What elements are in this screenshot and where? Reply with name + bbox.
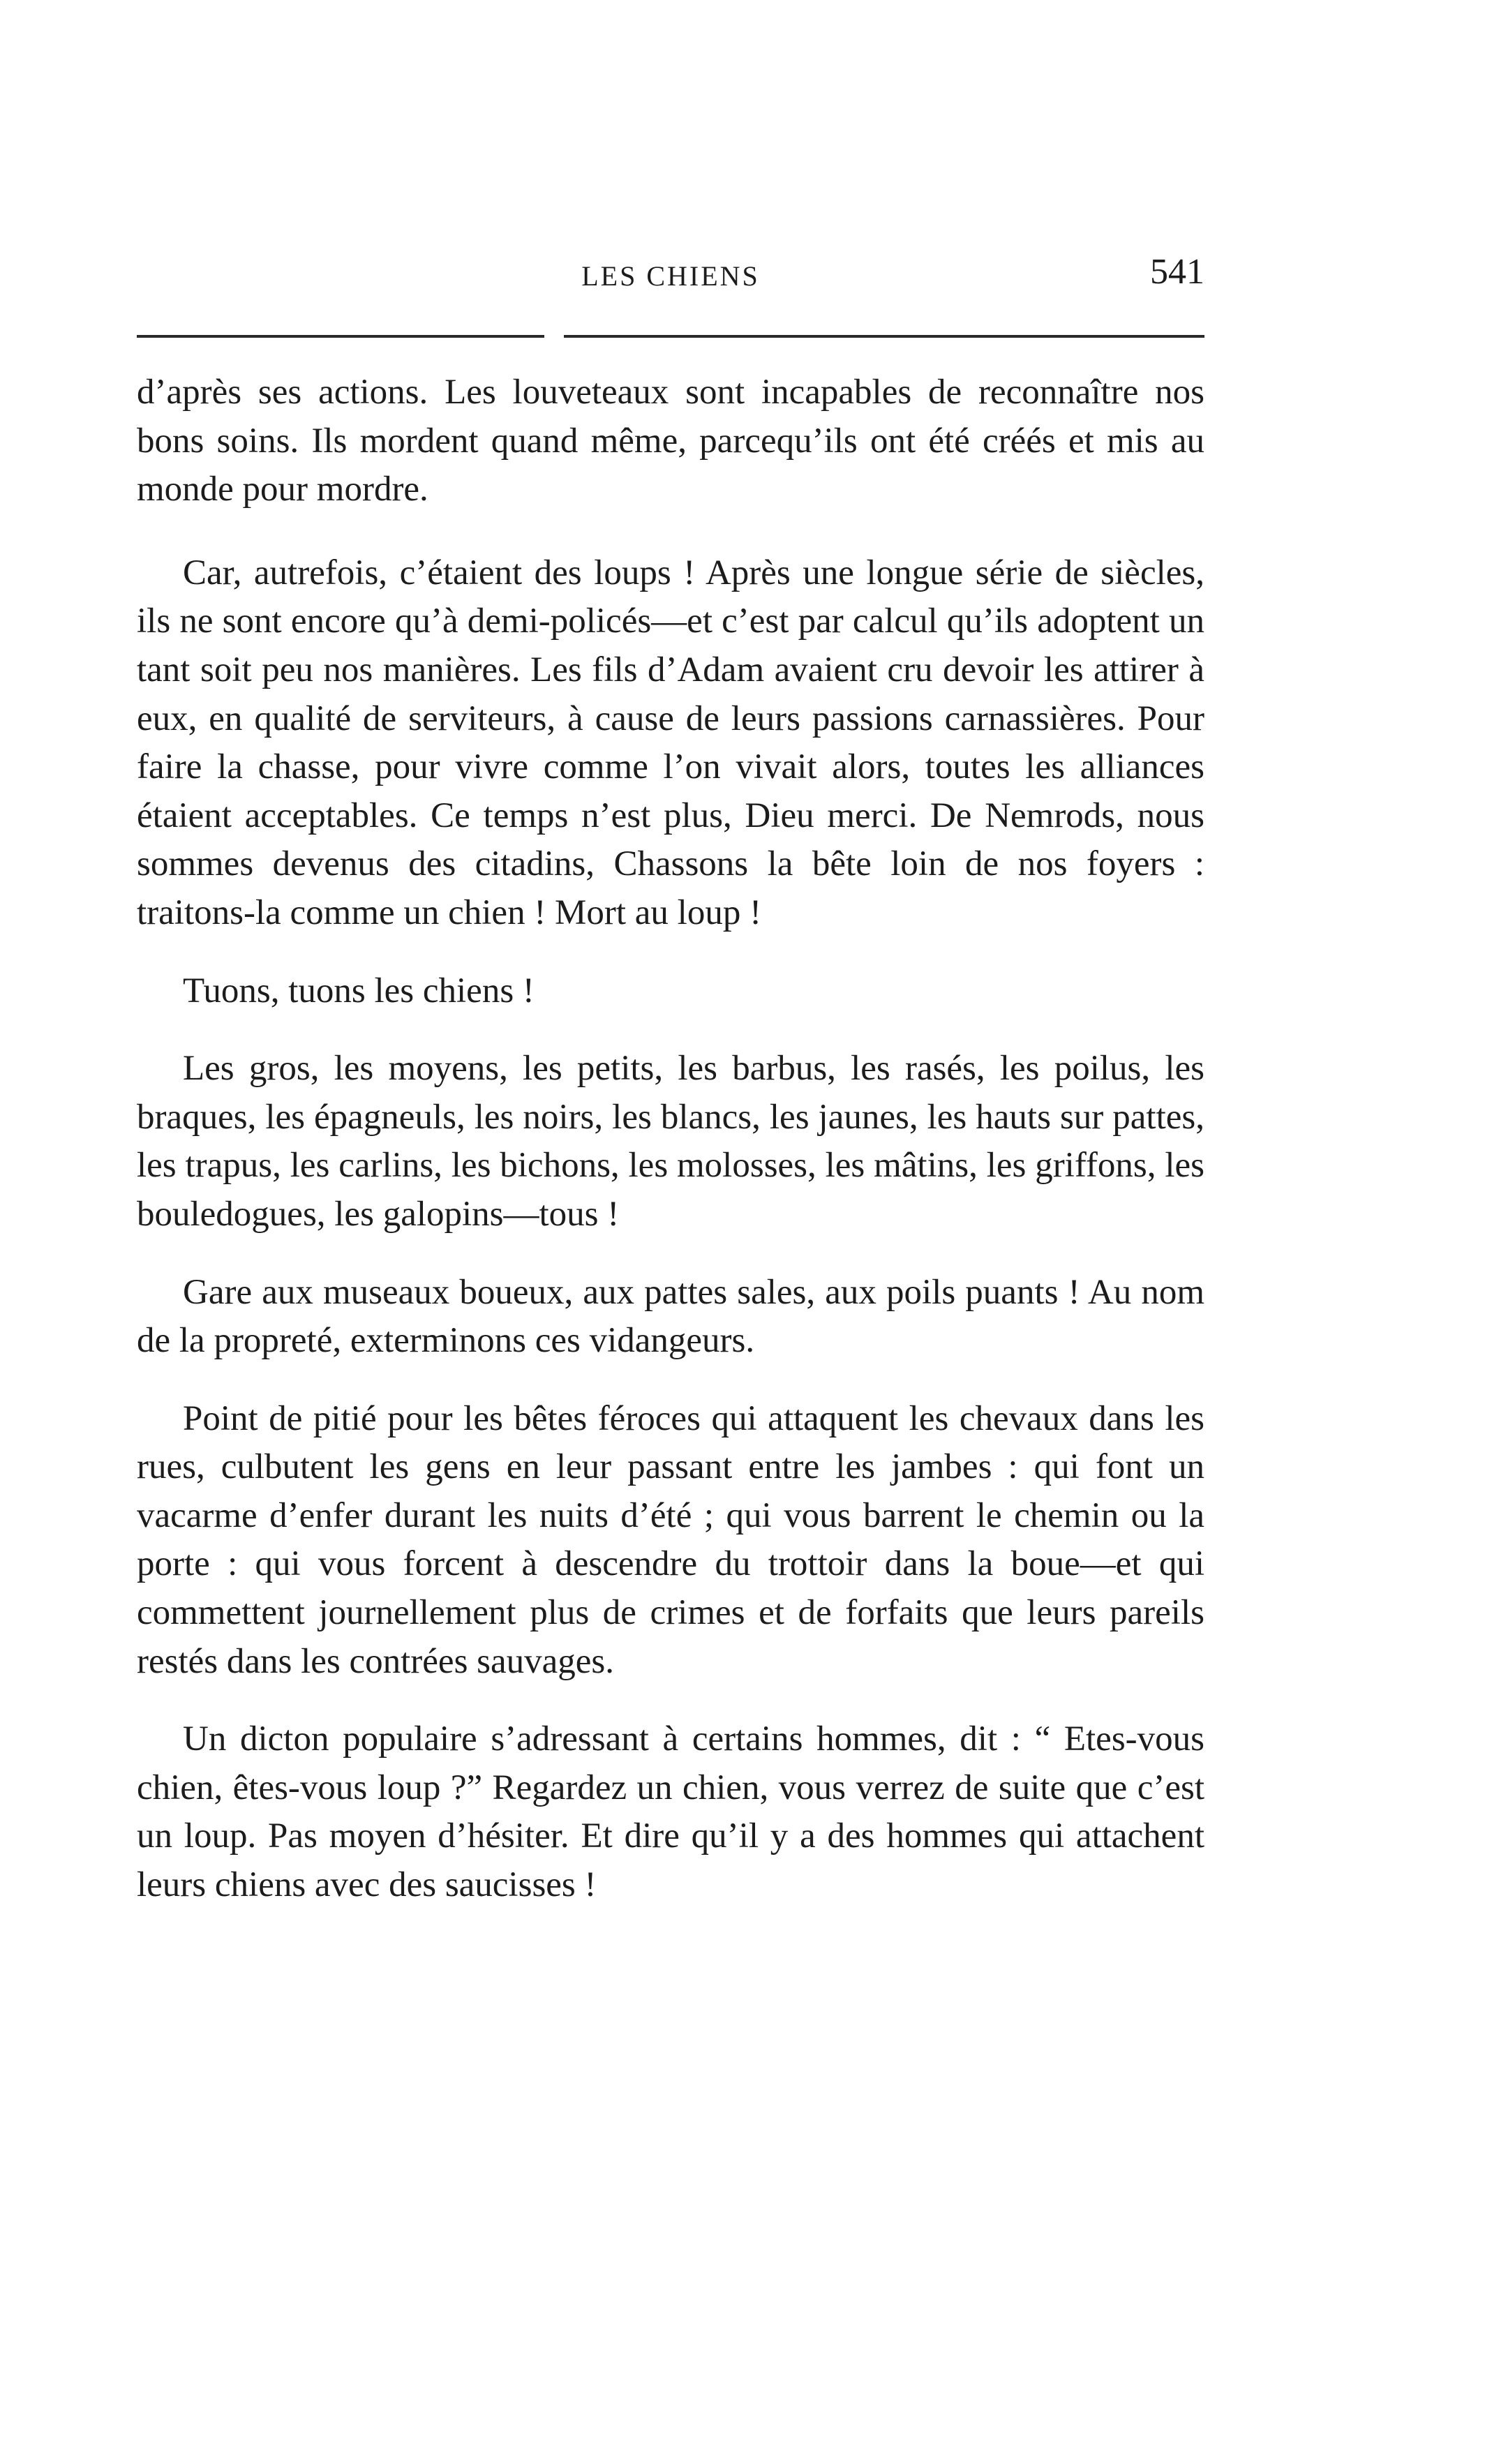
body-text — [137, 368, 1204, 1910]
paragraph-continuation: d’après ses actions. Les louveteaux sont incapables de reconnaître nos bons soins. Ils mordent quand même, parcequ’ils ont été créés et mis au monde pour mordre. — [137, 373, 1204, 509]
header-rule — [137, 335, 1204, 338]
page-number: 541 — [1150, 252, 1204, 292]
paragraph-loups: Car, autrefois, c’étaient des loups ! Après une longue série de siècles, ils ne sont encore qu’à demi-policés—et c’est par calcul qu’ils adoptent un tant soit peu nos manières. Les fils d’Adam avaient cru devoir les attirer à eux, en qualité de serviteurs, à cause de leurs passions carnassières. Pour faire la chasse, pour vivre comme l’on vivait alors, toutes les alliances étaient acceptables. Ce temps n’est plus, Dieu merci. De Nemrods, nous sommes devenus des citadins, Chassons la bête loin de nos foyers : traitons-la comme un chien ! Mort au loup ! — [137, 553, 1204, 932]
running-title: LES CHIENS — [581, 260, 760, 292]
paragraph-tuons: Tuons, tuons les chiens ! — [183, 971, 535, 1010]
header-rule-break — [544, 334, 564, 339]
paragraph-dicton: Un dicton populaire s’adressant à certains hommes, dit : “ Etes-vous chien, êtes-vous loup ?” Regardez un chien, vous verrez de suite que c’est un loup. Pas moyen d’hésiter. Et dire qu’il y a des hommes qui attachent leurs chiens avec des saucisses ! — [137, 1719, 1204, 1905]
paragraph-gare: Gare aux museaux boueux, aux pattes sales, aux poils puants ! Au nom de la propreté, exterminons ces vidangeurs. — [137, 1272, 1204, 1361]
paragraph-list-of-dogs: Les gros, les moyens, les petits, les barbus, les rasés, les poilus, les braques, les épagneuls, les noirs, les blancs, les jaunes, les hauts sur pattes, les trapus, les carlins, les bichons, les molosses, les mâtins, les griffons, les bouledogues, les galopins—tous ! — [137, 1049, 1204, 1234]
running-head — [137, 251, 1204, 300]
paragraph-pitie: Point de pitié pour les bêtes féroces qui attaquent les chevaux dans les rues, culbutent les gens en leur passant entre les jambes : qui font un vacarme d’enfer durant les nuits d’été ; qui vous barrent le chemin ou la porte : qui vous forcent à descendre du trottoir dans la boue—et qui commettent journellement plus de crimes et de forfaits que leurs pareils restés dans les contrées sauvages. — [137, 1398, 1204, 1681]
